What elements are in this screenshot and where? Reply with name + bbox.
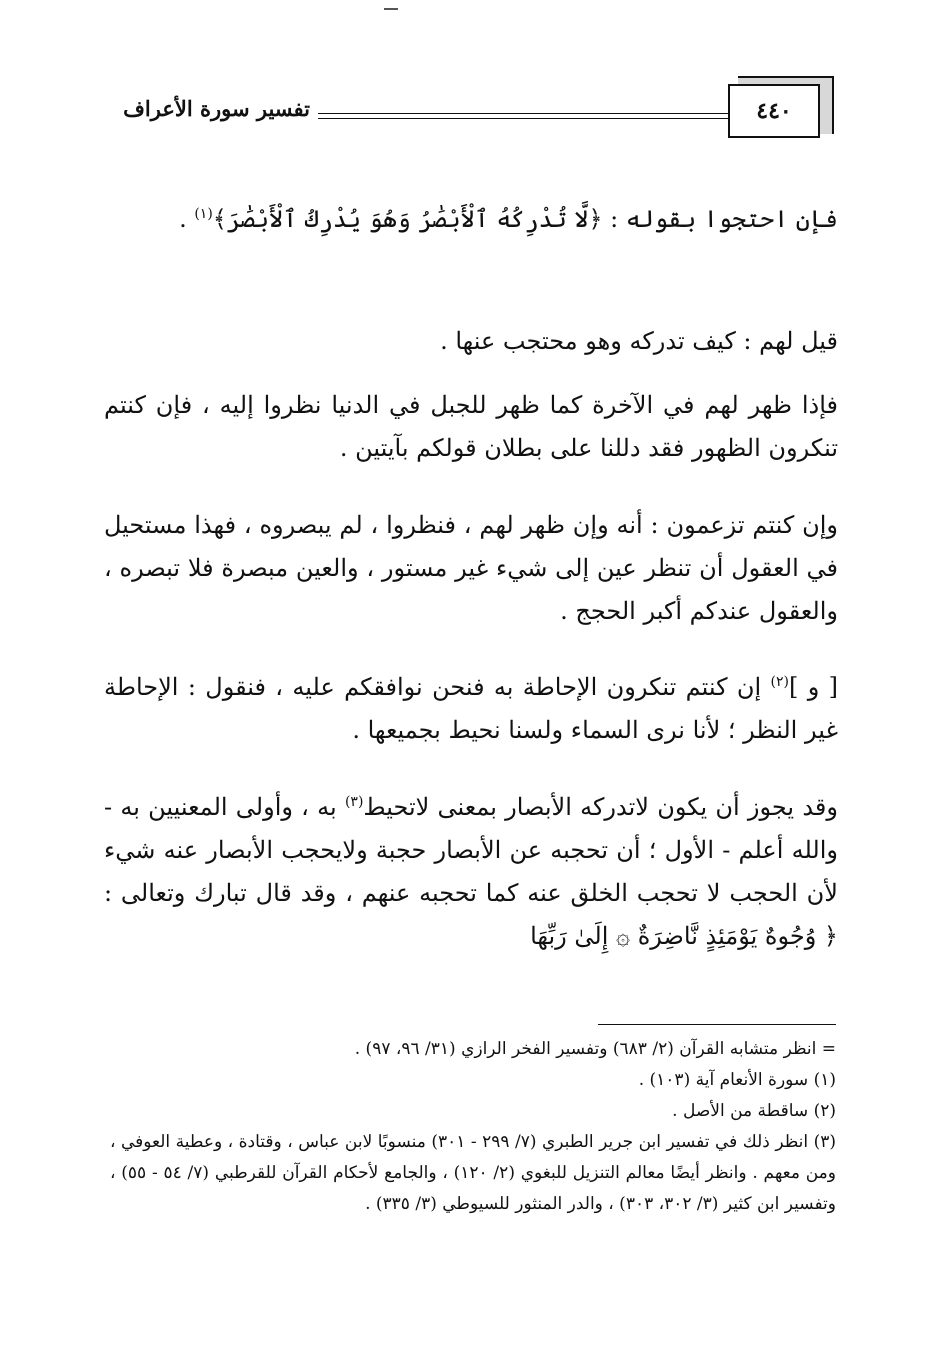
footnote-continued: = انظر متشابه القرآن (٢/ ٦٨٣) وتفسير الفخر الرازي (٣١/ ٩٦، ٩٧) . xyxy=(354,1039,836,1059)
footnote-separator xyxy=(598,1024,836,1025)
page-number: ٤٤٠ xyxy=(728,84,820,138)
footnote-3: (٣) انظر ذلك في تفسير ابن جرير الطبري (٧/ ٢٩٩ - ٣٠١) منسوبًا لابن عباس ، وقتادة ، وعطية العوفي ، ومن معهم . وانظر أيضًا معالم التنزيل للبغوي (٢/ ١٢٠) ، والجامع لأحكام القرآن للقرطبي (٧/ ٥٤ - ٥٥) ، وتفسير ابن كثير (٣/ ٣٠٢، ٣٠٣) ، والدر المنثور للسيوطي (٣/ ٣٣٥) . xyxy=(110,1132,837,1214)
footnote-ref-2: (٢) xyxy=(770,674,789,690)
footnote-2: (٢) ساقطة من الأصل . xyxy=(672,1101,836,1121)
paragraph-2 xyxy=(104,320,838,363)
quran-verse-2: ﴿ وُجُوهٌ يَوْمَئِذٍ نَّاضِرَةٌ ۞ إِلَىٰ رَبِّهَا xyxy=(530,922,838,950)
p3-text: فإذا ظهر لهم في الآخرة كما ظهر للجبل في الدنيا نظروا إليه ، فإن كنتم تنكرون الظهور فقد دللنا على بطلان قولكم بآيتين . xyxy=(104,391,838,462)
paragraph-3 xyxy=(104,384,838,470)
p2-text: قيل لهم : كيف تدركه وهو محتجب عنها . xyxy=(440,327,838,355)
footnotes xyxy=(110,1034,836,1220)
paragraph-4 xyxy=(104,504,838,633)
quran-verse: ﴿لَّا تُدْرِكُهُ ٱلْأَبْصَٰرُ وَهُوَ يُدْرِكُ ٱلْأَبْصَٰرَ﴾ xyxy=(212,205,603,233)
p6-mid: به ، وأولى المعنيين به - والله أعلم - الأول ؛ أن تحجبه عن الأبصار حجبة ولايحجب الأبصار عنه شيء لأن الحجب لا تحجب الخلق عنه كما تحجبه عنهم ، وقد قال تبارك وتعالى : xyxy=(104,793,838,907)
p5-tail: إن كنتم تنكرون الإحاطة به فنحن نوافقكم عليه ، فنقول : الإحاطة غير النظر ؛ لأنا نرى السماء ولسنا نحيط بجميعها . xyxy=(104,673,838,744)
paragraph-6 xyxy=(104,786,838,958)
page-header xyxy=(0,0,948,150)
header-rule xyxy=(318,113,728,119)
p5-lead: [ و ] xyxy=(788,673,839,701)
p1-lead: فإن احتجوا بقوله : xyxy=(602,205,838,233)
footnote-ref-1: (١) xyxy=(194,206,213,222)
footnote-ref-3: (٣) xyxy=(344,794,364,810)
running-title: تفسير سورة الأعراف xyxy=(123,96,310,121)
p4-text: وإن كنتم تزعمون : أنه وإن ظهر لهم ، فنظروا ، لم يبصروه ، فهذا مستحيل في العقول أن تنظر عين إلى شيء غير مستور ، والعين مبصرة فلا تبصره ، والعقول عندكم أكبر الحجج . xyxy=(104,511,839,625)
footnote-1: (١) سورة الأنعام آية (١٠٣) . xyxy=(638,1070,836,1090)
paragraph-1 xyxy=(104,198,838,241)
p6-lead: وقد يجوز أن يكون لاتدركه الأبصار بمعنى لاتحيط xyxy=(363,793,838,821)
paragraph-5 xyxy=(104,666,838,752)
p1-tail: . xyxy=(179,205,195,233)
